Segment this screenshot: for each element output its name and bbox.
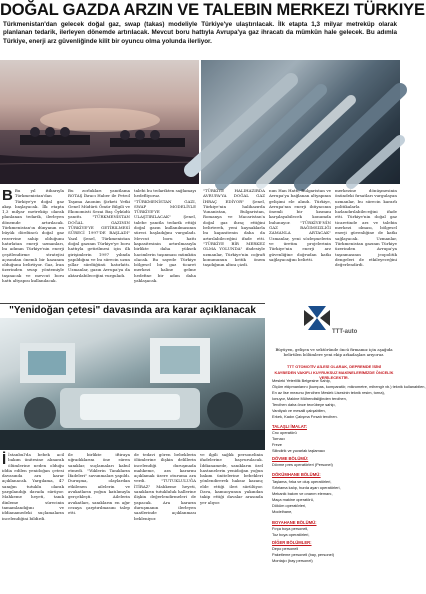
- position-item: Modelhane,: [272, 509, 293, 514]
- requirement-item: Tercihen daha önce tecrübeye sahip,: [272, 402, 336, 407]
- requirement-item: Mesleki Yeterlilik Belgesine Sahip,: [272, 378, 331, 383]
- position-item: Maça makine operatörü,: [272, 497, 314, 502]
- ad-notice-line-1: TTT OTOMOTİV AİLESİ OLARAK, DEPREMDE İSİNİ: [286, 364, 382, 369]
- ad-notice-line-2: KAYBEDEN VAKIFLI KUYRUKSUZ MAKİNELERİMİZDE ÖNCELİK VERİLECEKTİR.: [274, 370, 394, 381]
- section-talasli-list: [272, 430, 398, 454]
- article-deck: Türkmenistan'dan gelecek doğal gaz, swap (takas) modeliyle Türkiye'ye ulaştırılacak. İlk etapta 1,3 milyar metreküp olarak planlanan tedarik, ilerleyen dönemde artırılacak. Mevcut boru hattıyla Avrupa'ya gaz ihracatı da mümkün hale gelecek. Bu adımla Türkiye, enerji arz güvenliğinde kilit bir oyuncu olma yolunda ilerliyor.: [3, 21, 397, 45]
- position-item: Freze: [272, 442, 282, 447]
- photo-lng-ships-art: [0, 60, 199, 184]
- requirement-item: En az lise mezunu (tercihen Meslek Lisesinin teknik resim, torna),: [272, 390, 385, 395]
- position-item: Montajcı (bay personel): [272, 558, 313, 563]
- story2-column-4: ve ilgili sağlık personelinin ifadelerine başvurulacak. İddianamede, sanıkların özel hastanelerin yenidoğan yoğun bakım ünitelerine bebekleri yönlendirerek haksız kazanç elde ettiği ileri sürülüyor. Dava, kamuoyunun yakından takip ettiği davalar arasında yer alıyor.: [200, 452, 263, 505]
- article-column-5: nun Han Hattı, Bulgaristan ve Avrupa'ya bağlanan altyapının gelişimi ele alındı. Türkiye, Avrupa'nın enerji ihtiyacının önemli bir kısmını karşılayabilecek konumda bulunuyor. "TÜRKİYE'NİN GAZ BAĞIMSIZLIĞI ZAMANLA ARTACAK" Uzmanlar, yeni sözleşmelerin ve üretim projelerinin Türkiye'nin enerji arz güvenliğine doğrudan katkı sağlayacağını belirtti.: [269, 188, 331, 262]
- position-item: Depo personeli: [272, 546, 299, 551]
- requirement-item: Ölçüm ekipmanlarını (kumpas, komparatör, mikrometre, mihengir vb.) teknik kullanabilen,: [272, 384, 426, 389]
- article-columns: [0, 188, 400, 302]
- logo-text: TTT-auto: [332, 329, 358, 335]
- photo-hospital-art: [0, 318, 265, 450]
- photo-gas-pipes: [201, 60, 400, 184]
- photo-gas-pipes-art: [201, 60, 400, 184]
- position-item: Tornacı: [272, 436, 285, 441]
- article-column-6: merkezine dönüşmesinin önündeki fırsatları vurgulayan uzmanlar, bu sürecin kararlı politikalarla hızlandırılabileceğini ifade etti. Türkiye'nin doğal gaz ticaretinde arz ve talebin merkezi olması, bölgesel enerji güvenliğine de katkı sağlayacak. Uzmanlar, Türkmenistan gazının Türkiye üzerinden Avrupa'ya taşınmasının jeopolitik dengeleri de etkileyeceğini değerlendirdi.: [335, 188, 397, 268]
- position-item: Sıfırlama kalıp, hurda ayarı operatörleri,: [272, 485, 341, 490]
- photo-hospital-nicu: [0, 318, 265, 450]
- position-item: Toz boya operatörleri,: [272, 532, 310, 537]
- story2-headline: "Yenidoğan çetesi" davasında ara karar açıklanacak: [0, 303, 265, 318]
- photo-lng-ships: [0, 60, 199, 184]
- section-dokumhane: DÖKÜMHANE BÖLÜMÜ:: [272, 472, 321, 477]
- story2-column-1-text: İstanbul'da bebek acil bakım ünitesine alınarak ölümlerine neden olduğu iddia edilen yenidoğan çetesi davasında ara karar açıklanacak. Yargılama, 47 sanığın tutuklu olarak yargılandığı davada sürüyor. Mahkeme heyeti, tanık dinleme sürecinin tamamlandığını ve iddianamedeki suçlamaların incelendiğini bildirdi.: [2, 452, 64, 521]
- story2-column-1: [2, 452, 64, 594]
- position-item: Döküm operatörleri,: [272, 503, 307, 508]
- story2-column-3: de tedavi gören bebeklerin ölümlerine ilişkin delillerin incelendiği duruşmada mahkeme, ara kararını açıklamak üzere oturuma ara verdi. "TUTUKLULUĞA İTİRAZ" Mahkeme heyeti, sanıkların tutukluluk hallerine ilişkin değerlendirmeleri de yapacak. Ara kararın duruşmanın ilerleyen saatlerinde açıklanması bekleniyor.: [134, 452, 196, 521]
- position-item: Dövme pres operatörleri (Personel): [272, 462, 333, 467]
- drop-cap: B: [2, 187, 13, 204]
- job-advertisement: [268, 302, 426, 594]
- section-diger: DİĞER BÖLÜMLER:: [272, 540, 312, 545]
- ad-requirements: [272, 378, 426, 420]
- requirement-item: Erkek, Kadın Çalışma Fırsatı tercihen.: [272, 414, 338, 419]
- main-headline: DOĞAL GAZDA ARZIN VE TALEBIN MERKEZI TÜRKIYE: [0, 1, 425, 19]
- article-column-1-text: Bu yıl itibarıyla Türkmenistan'dan Türkiye'ye doğal gaz akışı başlayacak. İlk etapta 1,3 milyar metreküp olarak planlanan tedarik, ilerleyen dönemde artırılacak. Türkmenistan'ın dünyanın en büyük dördüncü doğal gaz rezervine sahip olduğunu hatırlatan enerji uzmanları, bu adımın Türkiye'nin enerji çeşitlendirme stratejisi açısından önemli bir kazanım olduğunu belirtiyor. Gaz, İran üzerinden swap yöntemiyle taşınacak ve mevcut boru hattı altyapısı kullanılacak.: [2, 188, 64, 284]
- position-item: Cnc operatörü: [272, 430, 297, 435]
- section-boyahane: BOYAHANE BÖLÜMÜ:: [272, 520, 317, 525]
- story2-columns: [0, 452, 265, 594]
- position-item: Fırça boya personeli,: [272, 526, 309, 531]
- requirement-item: Ionuyor, Makine Mühendisliğinden tercihen,: [272, 396, 347, 401]
- position-item: Silindirik ve yuvarlak taşlamacı: [272, 448, 325, 453]
- section-boyahane-list: [272, 526, 398, 538]
- section-talasli-imalat: TALAŞLI İMALAT:: [272, 424, 307, 429]
- position-item: Mekanik bakım ve onarım elemanı,: [272, 491, 333, 496]
- requirement-item: Vardiyalı ve mesaili çalışabilen,: [272, 408, 326, 413]
- article-column-1: [2, 188, 64, 302]
- section-dokumhane-list: [272, 479, 398, 515]
- position-item: Taşlama, fırka ve oluş operatörleri,: [272, 479, 332, 484]
- story2-column-2: ile birlikte iftiraya uğradıklarını öne süren sanıklar, suçlamaları kabul etmedi. "Yüklerin Tanıkların İfadeleri" savunmaları yapıldı. Duruşma, olaylardan etkilenen ailelerin ve avukatların yoğun katılımıyla gerçekleşti. Ailelerin avukatları, sanıkların en ağır cezaya çarptırılmasını talep etti.: [68, 452, 130, 516]
- section-diger-list: [272, 546, 398, 564]
- ad-intro: Büyüyen, gelişen ve sektöründe öncü firmamız için aşağıda belirtilen bölümlere yeni ekip arkadaşları arıyoruz.: [275, 347, 393, 358]
- article-column-3: talebi bu tedarikten sağlamayı hedefliyoruz. "TÜRKMENİSTAN GAZI, SWAP MODELİYLE TÜRKİYE'YE ULAŞTIRILACAK" Şenel, talebe yanıtla tedarik ettiği doğal gazın kullanılmasının süreci başladığını vurguladı. Mevcut boru hattı kapasitesinin artırılmasıyla birlikte daha yüksek hacimlerin taşınması mümkün olacak. Bu sayede Türkiye bölgesel bir gaz ticaret merkezi haline gelme hedefine bir adım daha yaklaşacak.: [134, 188, 196, 284]
- article-column-2: Bu zorlukları yanıtlama ROTAŞ İhracı Haber ile Petrol Taşıma Anonim Şirketi Yetki Genel Müdürü Ömür Bilgili ve Ekonomisti Sezai Baş Öyküdü yanıttı. "TÜRKMENİSTAN DOĞAL GAZININ TÜRKİYE'YE GETİRILMESİ SÜRECİ 1997'DE BAŞLADI" Yazıl Şenel, Türkmenistan doğal gazının Türkiye'ye boru hattıyla getirilmesi için ilk girişimlerin 1997 yılında yapıldığını ve bu sürecin uzun yıllar sürdüğünü hatırlattı. Uzmanlar, gazın Avrupa'ya da aktarılabileceğini vurguladı.: [68, 188, 130, 278]
- section-dovme-list: [272, 462, 398, 468]
- ttt-auto-logo: [268, 302, 400, 340]
- article-column-4: "TÜRKİYE HALIHAZIRDA AVRUPA'YA DOĞAL GAZ İHRAÇ EDİYOR" Şenel, Türkiye'nin halihazırda Yunanistan, Bulgaristan, Romanya ve Macaristan'a doğal gaz ihraç ettiğini belirterek, yeni kaynaklarla bu kapasitenin daha da artırılabileceğini ifade etti. "TÜRKİYE BİR MERKEZ OLMA YOLUNDA" ifadesiyle uzmanlar, Türkiye'nin coğrafi konumunun kritik önem taşıdığının altını çizdi.: [203, 188, 265, 268]
- drop-cap: İ: [2, 451, 7, 468]
- position-item: Paketleme personeli (bay, personel): [272, 552, 334, 557]
- section-dovme: DÖVME BÖLÜMÜ:: [272, 456, 309, 461]
